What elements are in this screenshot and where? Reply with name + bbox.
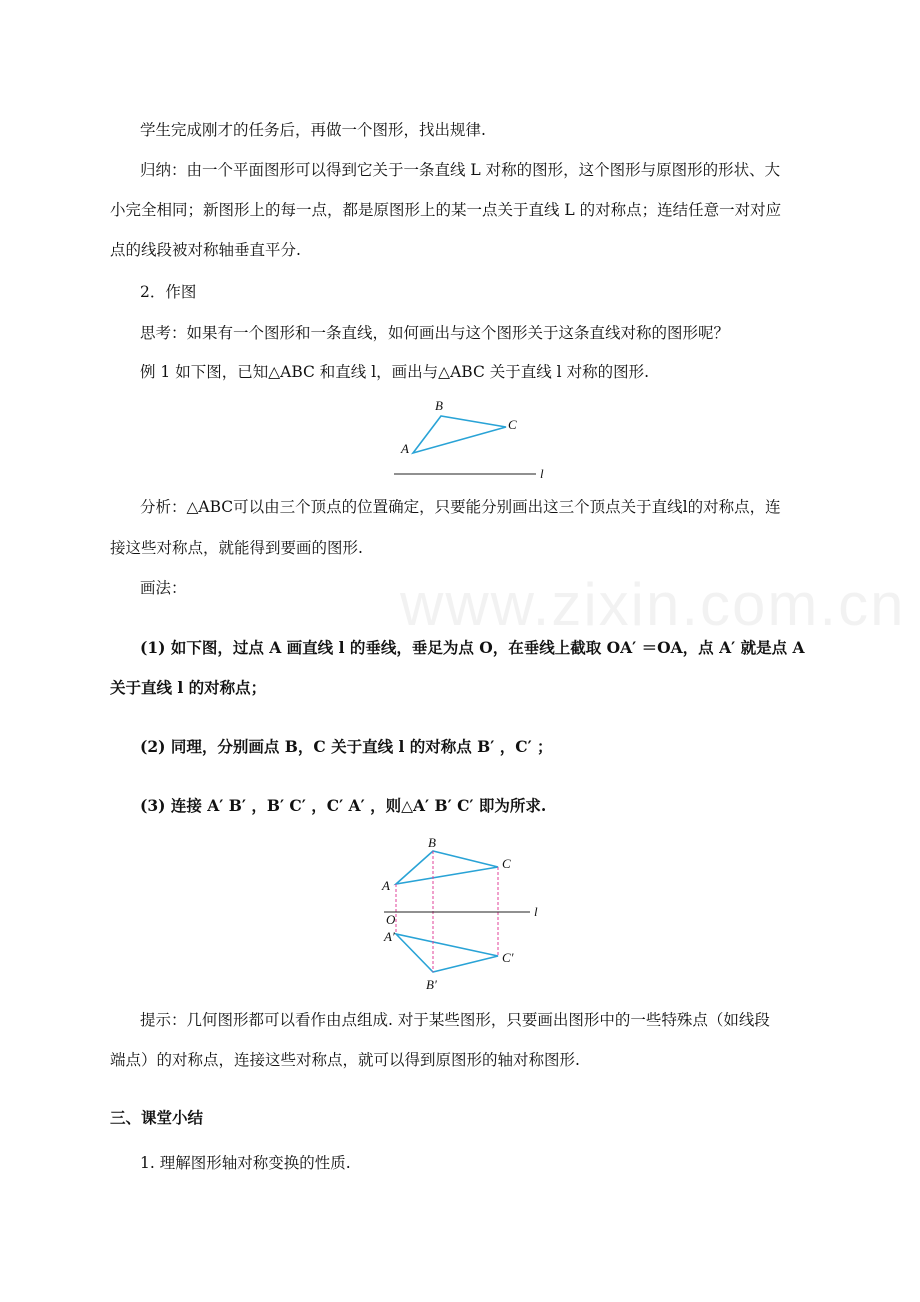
paragraph-think: 思考：如果有一个图形和一条直线，如何画出与这个图形关于这条直线对称的图形呢？ (140, 324, 730, 342)
label-a: A (382, 878, 390, 893)
paragraph-1: 学生完成刚才的任务后，再做一个图形，找出规律. (140, 121, 486, 139)
label-l: l (534, 904, 538, 919)
label-c: C (508, 417, 517, 432)
step-1-line-1: (1) 如下图，过点 A 画直线 l 的垂线，垂足为点 O，在垂线上截取 OA′ ＝OA，点 A′ 就是点 A (140, 638, 805, 657)
method-heading: 画法： (140, 579, 187, 597)
analysis-line-1: 分析：△ABC可以由三个顶点的位置确定，只要能分别画出这三个顶点关于直线l的对称点，连 (140, 498, 781, 516)
label-c: C (502, 856, 511, 871)
figure-reflection (380, 835, 560, 995)
tip-line-2: 端点）的对称点，连接这些对称点，就可以得到原图形的轴对称图形. (110, 1051, 580, 1069)
paragraph-summary-line-2: 小完全相同；新图形上的每一点，都是原图形上的某一点关于直线 L 的对称点；连结任意一对对应 (110, 201, 782, 219)
summary-item-1: 1. 理解图形轴对称变换的性质. (140, 1154, 351, 1172)
label-b: B (428, 835, 436, 850)
step-3: (3) 连接 A′ B′ ，B′ C′ ，C′ A′ ，则△A′ B′ C′ 即为所求. (140, 796, 547, 815)
triangle-abc-reflected (396, 934, 498, 972)
label-c-prime: C′ (502, 950, 514, 965)
label-b: B (435, 398, 443, 413)
paragraph-summary-line-1: 归纳：由一个平面图形可以得到它关于一条直线 L 对称的图形，这个图形与原图形的形状、大 (140, 161, 781, 179)
section-heading-drawing: 2．作图 (140, 283, 197, 301)
figure-triangle-and-line (380, 395, 560, 485)
analysis-line-2: 接这些对称点，就能得到要画的图形. (110, 539, 363, 557)
watermark: www.zixin.com.cn (400, 571, 906, 638)
label-a-prime: A′ (384, 929, 395, 944)
step-1-line-2: 关于直线 l 的对称点； (110, 678, 267, 697)
triangle-abc (413, 416, 506, 453)
paragraph-summary-line-3: 点的线段被对称轴垂直平分. (110, 241, 301, 259)
label-l: l (540, 466, 544, 481)
tip-line-1: 提示：几何图形都可以看作由点组成. 对于某些图形，只要画出图形中的一些特殊点（如线段 (140, 1011, 770, 1029)
section-3-heading: 三、课堂小结 (110, 1108, 204, 1127)
label-o: O (386, 912, 396, 927)
step-2: (2) 同理，分别画点 B，C 关于直线 l 的对称点 B′ ，C′ ； (140, 737, 553, 756)
label-b-prime: B′ (426, 977, 437, 992)
triangle-abc-original (396, 851, 498, 884)
example-1: 例 1 如下图，已知△ABC 和直线 l，画出与△ABC 关于直线 l 对称的图形. (140, 363, 649, 381)
label-a: A (401, 441, 409, 456)
